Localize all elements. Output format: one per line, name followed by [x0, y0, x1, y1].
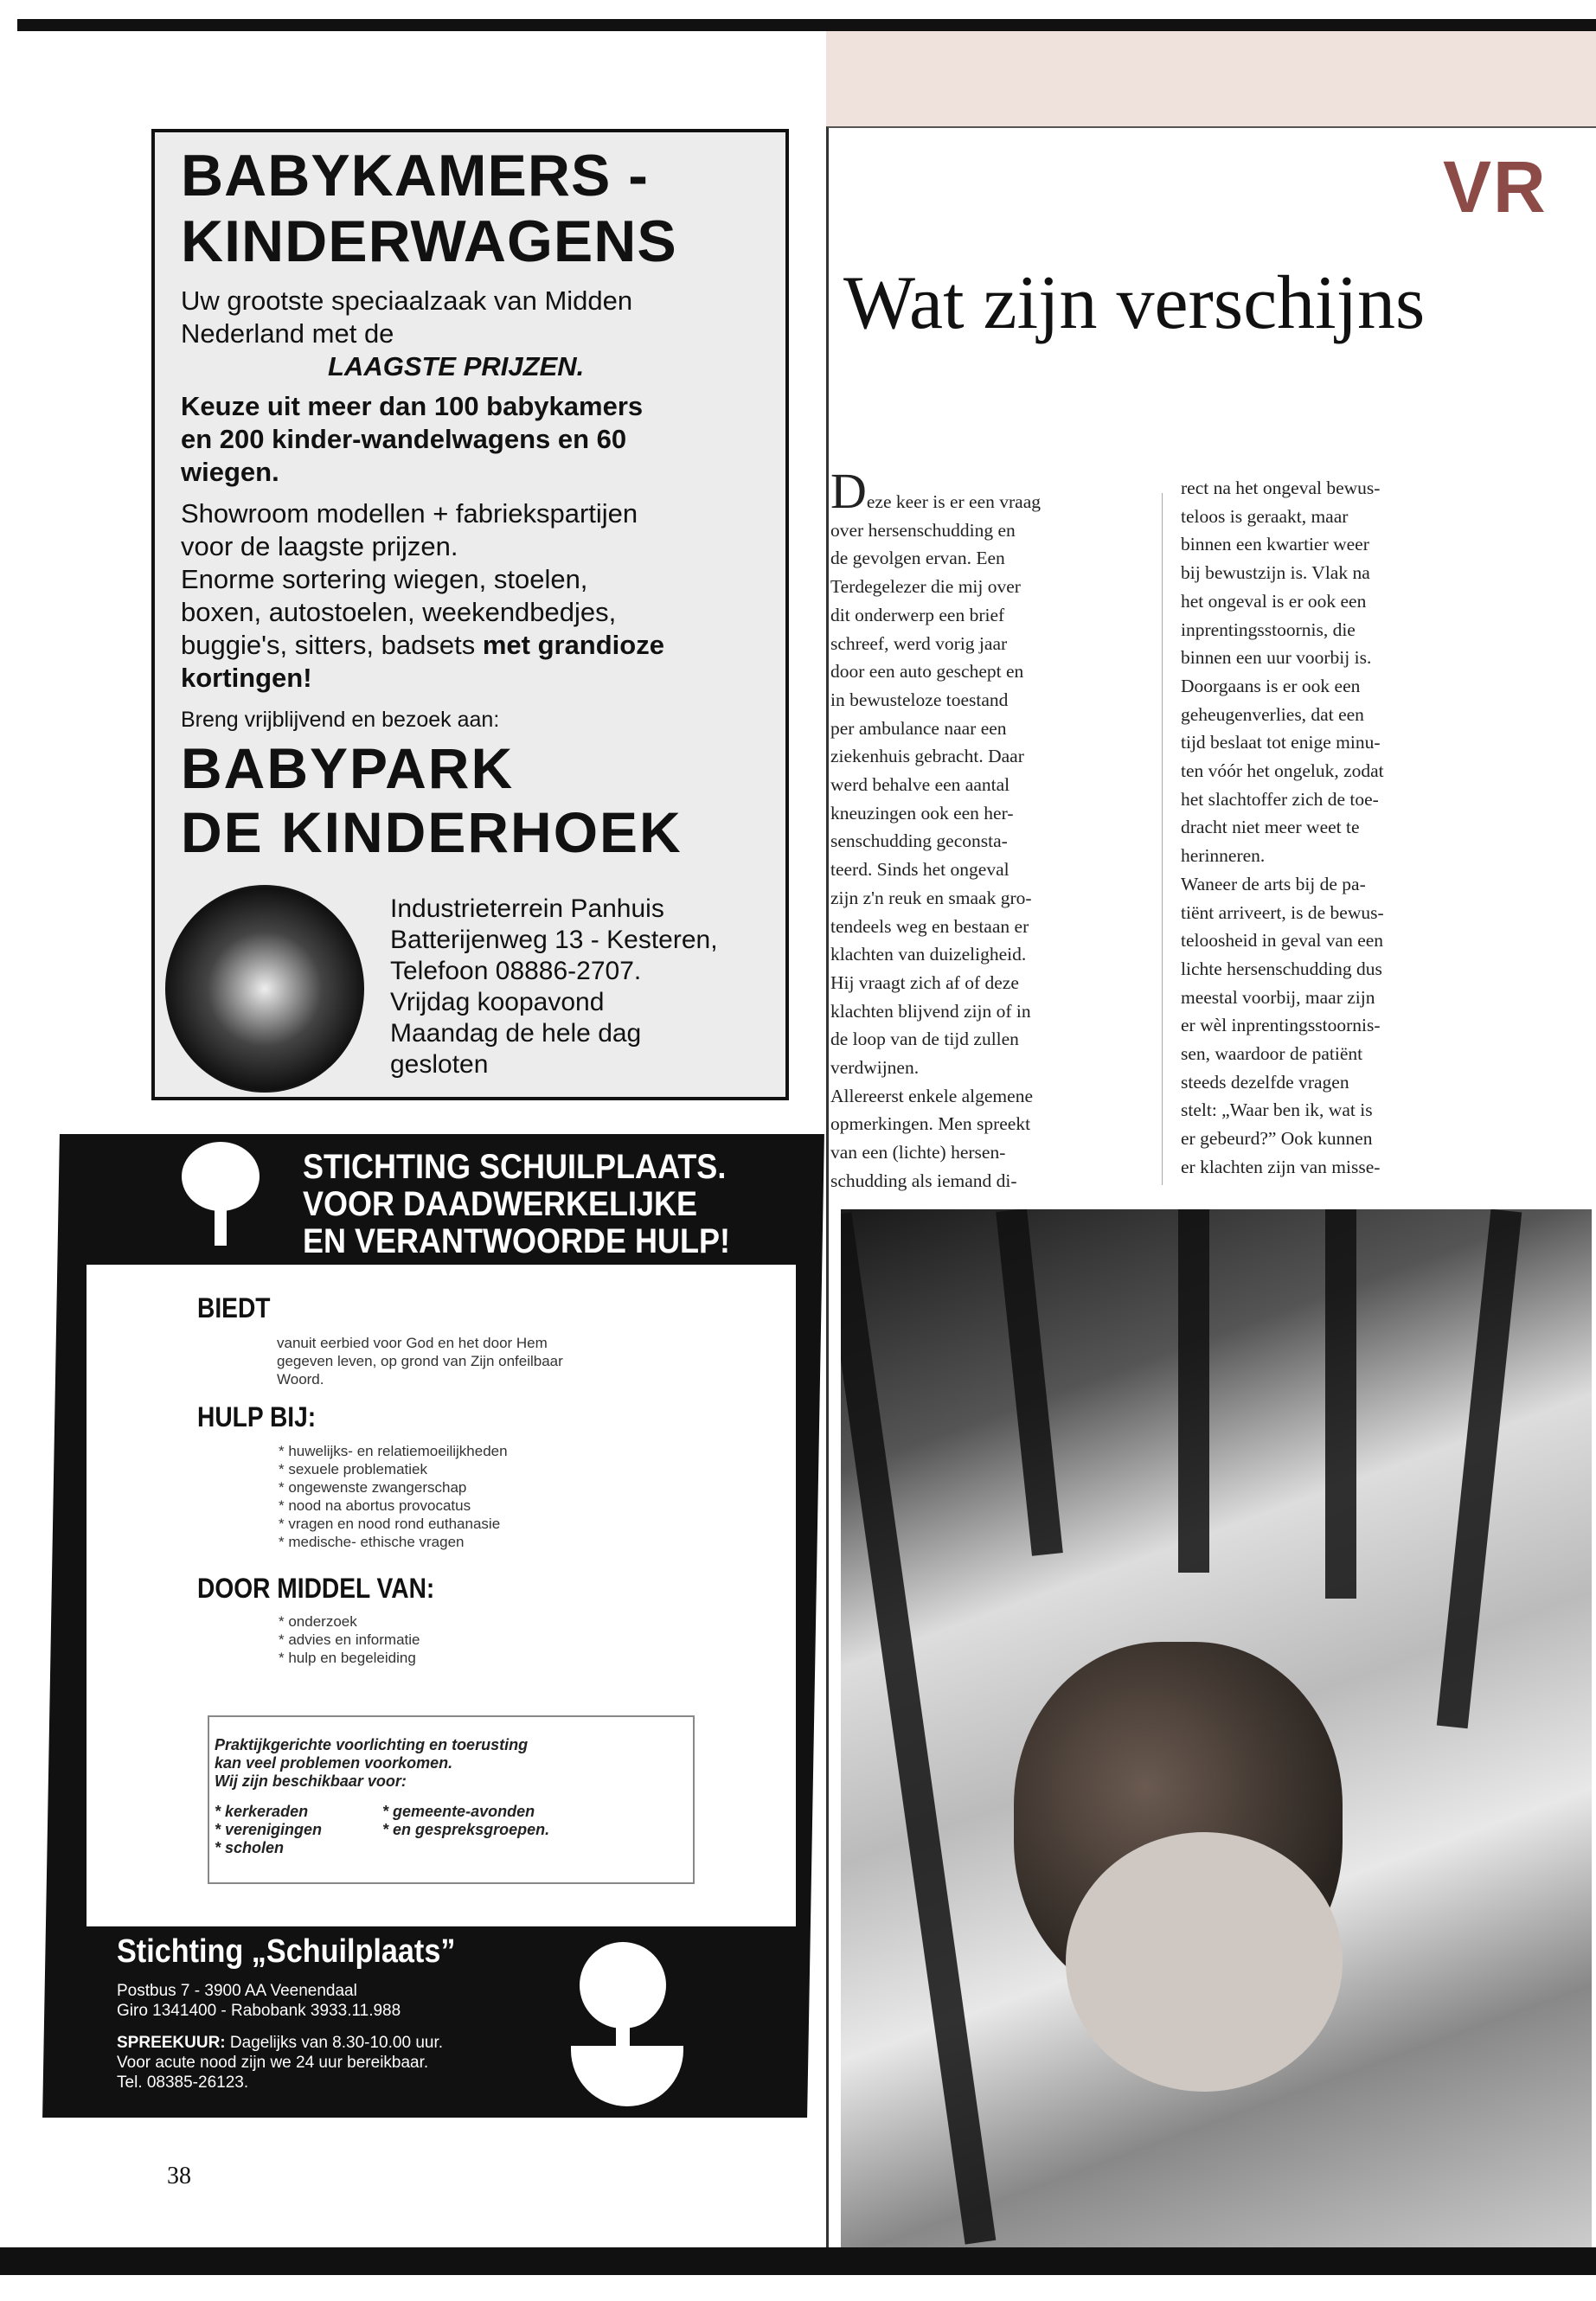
text-line: geheugenverlies, dat een — [1181, 703, 1364, 725]
text-line: inprentingsstoornis, die — [1181, 619, 1356, 640]
text-line: * vragen en nood rond euthanasie — [279, 1516, 501, 1532]
text-line: er gebeurd?” Ook kunnen — [1181, 1128, 1373, 1150]
address-line: Vrijdag koopavond — [390, 988, 605, 1016]
text-line: tiënt arriveert, is de bewus- — [1181, 901, 1384, 923]
text-line: Dagelijks van 8.30-10.00 uur. — [225, 2034, 444, 2052]
text-line: het slachtoffer zich de toe- — [1181, 788, 1379, 810]
spreekuur-label: SPREEKUUR: — [117, 2034, 226, 2052]
ad-title: BABYKAMERS - — [181, 143, 649, 208]
text-line: * nood na abortus provocatus — [279, 1497, 471, 1514]
text-line: tendeels weg en bestaan er — [830, 915, 1029, 937]
text-line: binnen een uur voorbij is. — [1181, 647, 1372, 669]
text-line: Voor acute nood zijn we 24 uur bereikbaar. — [117, 2054, 429, 2072]
text-line: schudding als iemand di- — [830, 1170, 1017, 1191]
text-line: kan veel problemen voorkomen. — [215, 1754, 453, 1772]
ad-text: Breng vrijblijvend en bezoek aan: — [181, 708, 500, 732]
text-line: ziekenhuis gebracht. Daar — [830, 746, 1024, 767]
text-line: werd behalve een aantal — [830, 774, 1010, 796]
text-line: meestal voorbij, maar zijn — [1181, 986, 1375, 1008]
address-line: Industrieterrein Panhuis — [390, 894, 664, 923]
footer-title: Stichting „Schuilplaats” — [117, 1933, 456, 1970]
text-line: stelt: „Waar ben ik, wat is — [1181, 1099, 1373, 1121]
lowest-prices: LAAGSTE PRIJZEN. — [328, 351, 585, 381]
article-headline: Wat zijn verschijns — [843, 261, 1426, 345]
tree-logo-icon — [182, 1142, 260, 1254]
text-line: * sexuele problematiek — [279, 1461, 427, 1477]
ad-text: Uw grootste speciaalzaak van Midden — [181, 285, 633, 316]
page-border-top — [17, 19, 1596, 31]
address-line: Telefoon 08886-2707. — [390, 957, 642, 985]
ad-text: Keuze uit meer dan 100 babykamers — [181, 391, 644, 421]
text-line: Woord. — [277, 1371, 324, 1388]
ad-footer — [117, 1933, 493, 2093]
ad-text: Showroom modellen + fabriekspartijen — [181, 498, 638, 529]
text-line: Wij zijn beschikbaar voor: — [215, 1772, 407, 1790]
text-line: * medische- ethische vragen — [279, 1534, 465, 1550]
text-line: de loop van de tijd zullen — [830, 1029, 1019, 1050]
text-line: * ongewenste zwangerschap — [279, 1479, 467, 1496]
text-line: senschudding geconsta- — [830, 830, 1008, 852]
list-item: * gemeente-avonden — [382, 1803, 535, 1820]
text-line: steeds dezelfde vragen — [1181, 1071, 1349, 1093]
middel-heading: DOOR MIDDEL VAN: — [197, 1573, 435, 1604]
store-name: BABYPARK — [181, 736, 515, 800]
text-line: * huwelijks- en relatiemoeilijkheden — [279, 1443, 508, 1459]
text-line: dracht niet meer weet te — [1181, 817, 1360, 838]
ad-illustration — [165, 885, 364, 1093]
address-line: Giro 1341400 - Rabobank 3933.11.988 — [117, 2002, 401, 2020]
address-line: Postbus 7 - 3900 AA Veenendaal — [117, 1982, 357, 2000]
list-item: * kerkeraden — [215, 1803, 309, 1820]
text-line: * onderzoek — [279, 1613, 357, 1630]
text-line: Terdegelezer die mij over — [830, 576, 1021, 598]
ad-text: wiegen. — [181, 457, 279, 487]
page-border-bottom — [0, 2247, 1596, 2275]
ad-text: Nederland met de — [181, 318, 394, 349]
text-line: over hersenschudding en — [830, 519, 1016, 541]
text-line: Hij vraagt zich af of deze — [830, 971, 1019, 993]
ad-text: voor de laagste prijzen. — [181, 531, 458, 561]
ad-title: KINDERWAGENS — [181, 208, 677, 274]
text-line: binnen een kwartier weer — [1181, 534, 1369, 555]
text-line: Doorgaans is er ook een — [1181, 675, 1361, 696]
ad-text: Enorme sortering wiegen, stoelen, — [181, 564, 588, 594]
text-line: gegeven leven, op grond van Zijn onfeilbaar — [277, 1353, 563, 1369]
ad-text: en 200 kinder-wandelwagens en 60 — [181, 424, 627, 454]
list-item: * scholen — [215, 1839, 285, 1856]
address-line: Maandag de hele dag — [390, 1019, 642, 1048]
column-divider — [1162, 493, 1163, 1185]
schuilplaats-logo-icon — [571, 1942, 683, 2106]
address-line: Batterijenweg 13 - Kesteren, — [390, 926, 718, 954]
text-line: lichte hersenschudding dus — [1181, 958, 1382, 979]
text-line: per ambulance naar een — [830, 717, 1007, 739]
page-number: 38 — [167, 2163, 191, 2189]
drop-cap: D — [830, 463, 867, 519]
headline-line: VOOR DAADWERKELIJKE — [303, 1185, 698, 1223]
text-line: rect na het ongeval bewus- — [1181, 478, 1381, 498]
text-line: eze keer is er een vraag — [866, 491, 1042, 512]
article-column-1 — [830, 463, 1142, 1195]
text-line — [830, 463, 1142, 519]
headline-line: STICHTING SCHUILPLAATS. — [303, 1148, 727, 1186]
text-line: zijn z'n reuk en smaak gro- — [830, 887, 1032, 908]
photo-sleeping-child — [841, 1209, 1592, 2247]
text-line: kneuzingen ook een her- — [830, 802, 1014, 824]
store-name: DE KINDERHOEK — [181, 800, 683, 864]
text-line: teerd. Sinds het ongeval — [830, 859, 1010, 881]
section-title: VR — [1443, 146, 1548, 228]
text-line: het ongeval is er ook een — [1181, 590, 1367, 612]
text-line: Tel. 08385-26123. — [117, 2073, 249, 2092]
text-line: verdwijnen. — [830, 1057, 920, 1079]
biedt-heading: BIEDT — [197, 1292, 271, 1324]
text-line: * advies en informatie — [279, 1631, 420, 1648]
text-line: tijd beslaat tot enige minu- — [1181, 732, 1381, 753]
text-line: klachten van duizeligheid. — [830, 944, 1027, 965]
list-item: * verenigingen — [215, 1821, 323, 1838]
text-line: de gevolgen ervan. Een — [830, 548, 1005, 569]
text-line: schreef, werd vorig jaar — [830, 632, 1008, 654]
hulp-heading: HULP BIJ: — [197, 1401, 317, 1433]
text-line: klachten blijvend zijn of in — [830, 1000, 1031, 1022]
store-address — [390, 894, 718, 1080]
text-line: opmerkingen. Men spreekt — [830, 1113, 1031, 1135]
text-line: van een (lichte) hersen- — [830, 1142, 1006, 1163]
ad-headline — [303, 1149, 730, 1260]
text-line: sen, waardoor de patiënt — [1181, 1043, 1363, 1065]
ad-babykamers — [151, 129, 789, 1100]
text-line: teloos is geraakt, maar — [1181, 505, 1349, 527]
middel-list — [279, 1612, 420, 1667]
text-line: dit onderwerp een brief — [830, 604, 1005, 625]
text-line: Allereerst enkele algemene — [830, 1085, 1033, 1106]
hulp-list — [279, 1442, 508, 1551]
info-box — [208, 1715, 695, 1884]
text-line: in bewusteloze toestand — [830, 689, 1009, 710]
text-line: er wèl inprentingsstoornis- — [1181, 1015, 1381, 1036]
article-column-2 — [1181, 474, 1492, 1182]
list-item: * en gespreksgroepen. — [382, 1821, 550, 1838]
text-line: er klachten zijn van misse- — [1181, 1156, 1381, 1177]
text-line: vanuit eerbied voor God en het door Hem — [277, 1335, 548, 1351]
text-line: door een auto geschept en — [830, 661, 1024, 683]
text-line: bij bewustzijn is. Vlak na — [1181, 562, 1370, 584]
ad-text: kortingen! — [181, 663, 312, 693]
ad-text: buggie's, sitters, badsets — [181, 630, 483, 660]
text-line: teloosheid in geval van een — [1181, 930, 1384, 952]
address-line: gesloten — [390, 1050, 489, 1079]
text-line: herinneren. — [1181, 845, 1266, 867]
headline-line: EN VERANTWOORDE HULP! — [303, 1222, 731, 1260]
text-line: Waneer de arts bij de pa- — [1181, 873, 1366, 894]
text-line: ten vóór het ongeluk, zodat — [1181, 760, 1384, 782]
ad-text: met grandioze — [482, 630, 664, 660]
text-line: Praktijkgerichte voorlichting en toerusting — [215, 1736, 529, 1753]
ad-text: boxen, autostoelen, weekendbedjes, — [181, 597, 617, 627]
text-line: * hulp en begeleiding — [279, 1650, 416, 1666]
